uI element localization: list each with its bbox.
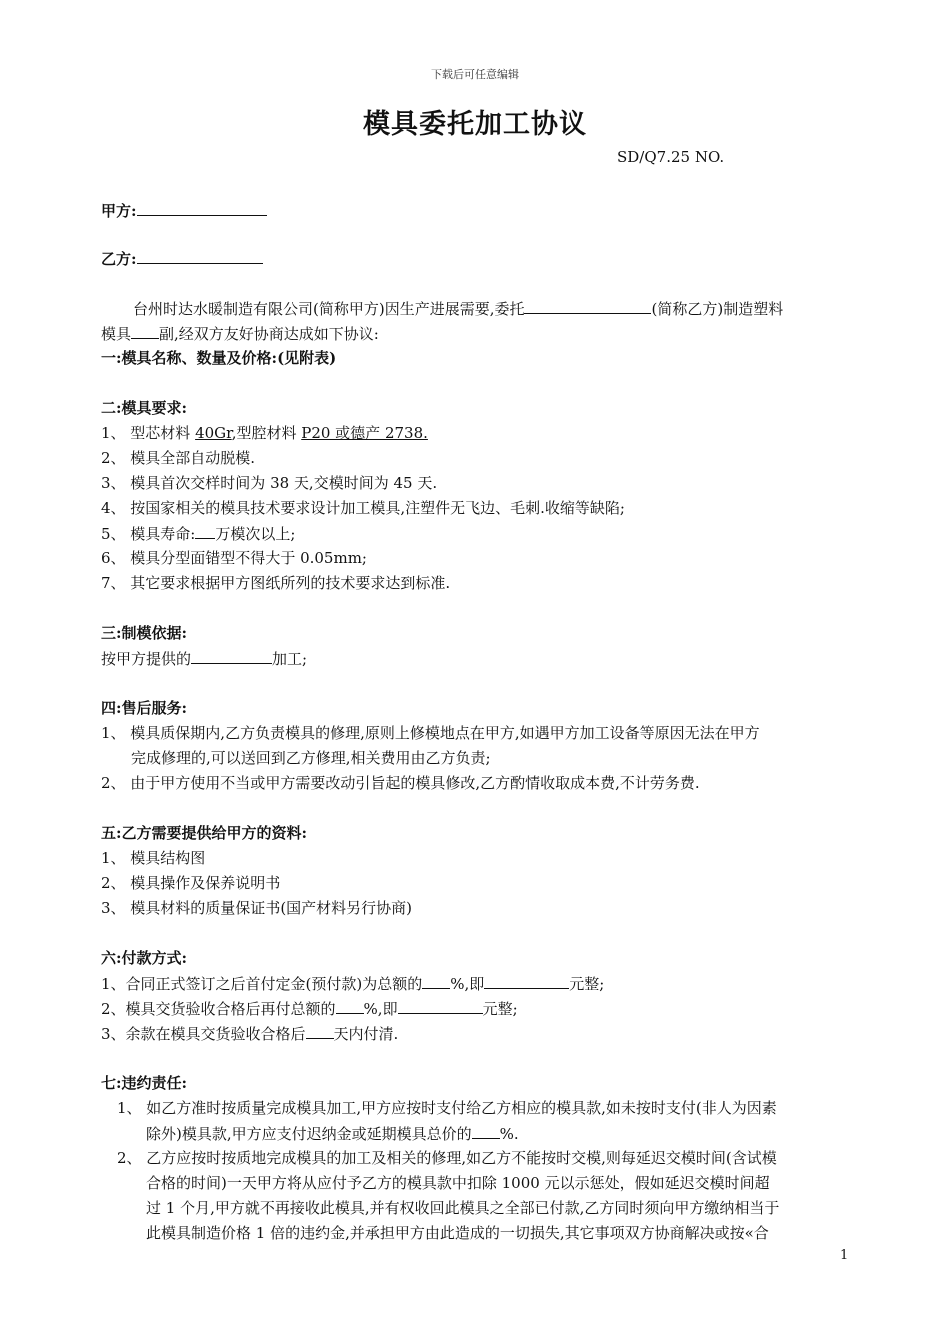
page-number: 1: [840, 1248, 849, 1263]
section-7-item-1-line-2: [146, 1121, 519, 1146]
second-amount-blank[interactable]: [398, 996, 483, 1014]
party-a-label: 甲方:: [101, 202, 137, 220]
item-text: 万模次以上;: [215, 525, 296, 543]
intro-line-2: [101, 321, 379, 346]
intro-text-1: 台州时达水暖制造有限公司(简称甲方)因生产进展需要,委托: [133, 300, 525, 318]
section-2-item-3: 3、 模具首次交样时间为 38 天,交模时间为 45 天.: [101, 474, 438, 492]
section-2-item-5: [101, 521, 295, 546]
item-text: 1、合同正式签订之后首付定金(预付款)为总额的: [101, 975, 423, 993]
section-2-item-6: 6、 模具分型面错型不得大于 0.05mm;: [101, 549, 367, 567]
cavity-material: P20 或德产 2738.: [301, 424, 428, 442]
section-4-heading: 四:售后服务:: [101, 699, 188, 717]
deposit-amount-blank[interactable]: [484, 971, 569, 989]
item-text: 2、模具交货验收合格后再付总额的: [101, 1000, 336, 1018]
balance-days-blank[interactable]: [306, 1021, 334, 1039]
item-text: 按甲方提供的: [101, 650, 192, 668]
intro-line-1: [133, 296, 783, 321]
item-text: 加工;: [272, 650, 308, 668]
mold-count-blank[interactable]: [131, 321, 159, 339]
section-6-heading: 六:付款方式:: [101, 949, 188, 967]
section-4-item-1-line-1: 1、 模具质保期内,乙方负责模具的修理,原则上修模地点在甲方,如遇甲方加工设备等原因无法在甲方: [101, 724, 760, 742]
section-5-item-1: 1、 模具结构图: [101, 849, 206, 867]
party-a-blank[interactable]: [137, 198, 267, 216]
contractor-blank[interactable]: [524, 296, 651, 314]
deposit-percent-blank[interactable]: [422, 971, 450, 989]
party-b-row: [101, 246, 263, 271]
item-text: %,即: [363, 1000, 398, 1018]
section-7-item-2-line-3: 过 1 个月,甲方就不再接收此模具,并有权收回此模具之全部已付款,乙方同时须向甲方缴纳相当于: [146, 1199, 780, 1217]
party-b-blank[interactable]: [137, 246, 263, 264]
party-b-label: 乙方:: [101, 250, 137, 268]
item-text: %.: [499, 1125, 519, 1143]
section-5-item-2: 2、 模具操作及保养说明书: [101, 874, 281, 892]
section-6-item-2: [101, 996, 518, 1021]
item-text: 元整;: [569, 975, 605, 993]
section-3-heading: 三:制模依据:: [101, 624, 188, 642]
section-5-item-3: 3、 模具材料的质量保证书(国产材料另行协商): [101, 899, 413, 917]
party-a-row: [101, 198, 267, 223]
header-note: 下载后可任意编辑: [431, 68, 519, 81]
section-2-item-1: [101, 421, 428, 445]
section-7-item-2-line-2: 合格的时间)一天甲方将从应付予乙方的模具款中扣除 1000 元以示惩处，假如延迟交模时间超: [146, 1174, 770, 1192]
section-7-item-2-line-1: 2、 乙方应按时按质地完成模具的加工及相关的修理,如乙方不能按时交模,则每延迟交模时间(含试模: [117, 1149, 777, 1167]
section-2-item-7: 7、 其它要求根据甲方图纸所列的技术要求达到标准.: [101, 574, 451, 592]
core-material: 40Gr: [195, 424, 232, 442]
document-title: 模具委托加工协议: [363, 109, 587, 140]
basis-blank[interactable]: [191, 646, 272, 664]
late-fee-percent-blank[interactable]: [472, 1121, 500, 1139]
section-3-line: [101, 646, 307, 671]
item-text: 5、 模具寿命:: [101, 525, 196, 543]
item-text: 元整;: [482, 1000, 518, 1018]
section-4-item-1-line-2: 完成修理的,可以送回到乙方修理,相关费用由乙方负责;: [131, 749, 491, 767]
section-6-item-3: [101, 1021, 398, 1046]
item-text: 除外)模具款,甲方应支付迟纳金或延期模具总价的: [146, 1125, 472, 1143]
document-code: SD/Q7.25 NO.: [617, 148, 725, 166]
section-1-heading: 一:模具名称、数量及价格:(见附表): [101, 349, 337, 367]
section-7-item-2-line-4: 此模具制造价格 1 倍的违约金,并承担甲方由此造成的一切损失,其它事项双方协商解决或按«合: [146, 1224, 769, 1242]
section-2-item-4: 4、 按国家相关的模具技术要求设计加工模具,注塑件无飞边、毛刺.收缩等缺陷;: [101, 499, 625, 517]
intro-text-3: 模具: [101, 325, 132, 343]
second-percent-blank[interactable]: [336, 996, 364, 1014]
item-text: ,型腔材料: [231, 424, 302, 442]
section-2-heading: 二:模具要求:: [101, 399, 188, 417]
intro-text-4: 副,经双方友好协商达成如下协议:: [159, 325, 379, 343]
section-5-heading: 五:乙方需要提供给甲方的资料:: [101, 824, 308, 842]
section-4-item-2: 2、 由于甲方使用不当或甲方需要改动引旨起的模具修改,乙方酌情收取成本费,不计劳务费.: [101, 774, 700, 792]
mold-life-blank[interactable]: [195, 521, 215, 539]
section-7-heading: 七:违约责任:: [101, 1074, 188, 1092]
item-text: %,即: [450, 975, 485, 993]
item-text: 3、余款在模具交货验收合格后: [101, 1025, 306, 1043]
section-2-item-2: 2、 模具全部自动脱模.: [101, 449, 256, 467]
intro-text-2: (简称乙方)制造塑料: [651, 300, 784, 318]
item-text: 天内付清.: [333, 1025, 399, 1043]
section-6-item-1: [101, 971, 604, 996]
item-text: 1、 型芯材料: [101, 424, 196, 442]
section-7-item-1-line-1: 1、 如乙方准时按质量完成模具加工,甲方应按时支付给乙方相应的模具款,如未按时支付(非人为因素: [117, 1099, 777, 1117]
